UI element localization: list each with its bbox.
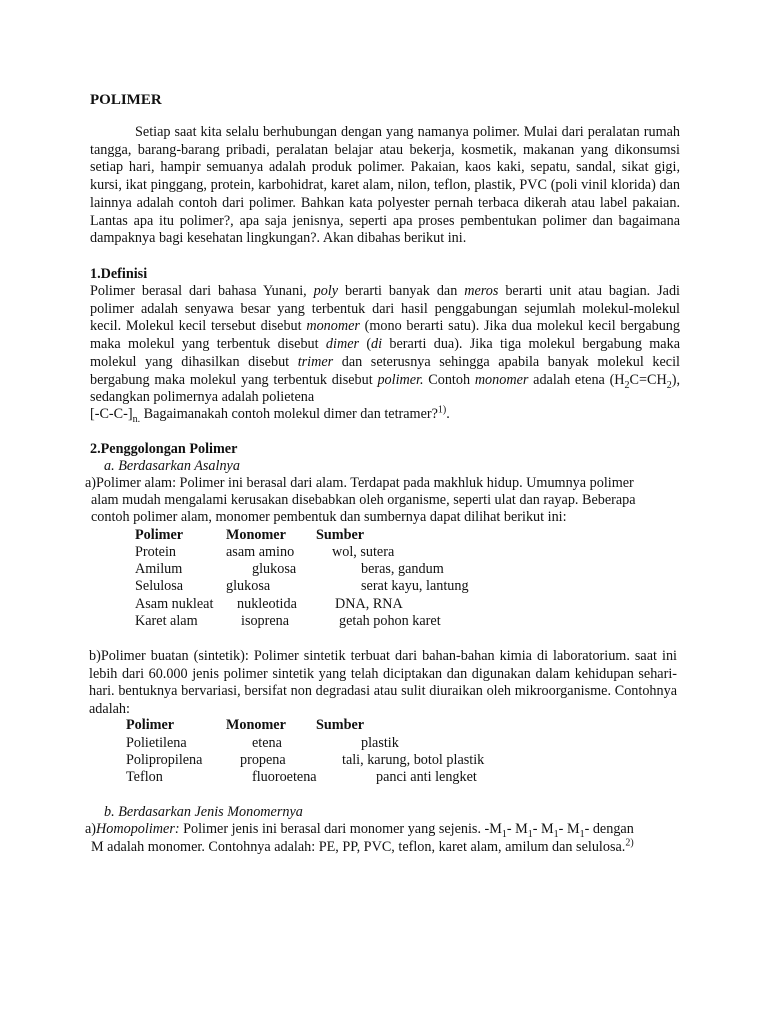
- table-cell: fluoroetena: [252, 769, 317, 785]
- alam-line-2: alam mudah mengalami kerusakan disebabkan oleh organisme, seperti ulat dan rayap. Beberapa: [91, 492, 636, 508]
- polietena-line: $[-C-C-]_{n.}$ Bagaimanakah contoh molekul dimer dan tetramer?$^{1)}$.: [90, 404, 450, 425]
- table-cell: glukosa: [252, 561, 297, 577]
- table-cell: nukleotida: [237, 596, 297, 612]
- subheading-jenis-monomer: b. Berdasarkan Jenis Monomernya: [104, 804, 303, 820]
- table-cell: Karet alam: [135, 613, 198, 629]
- table-cell: serat kayu, lantung: [361, 578, 469, 594]
- table-cell: wol, sutera: [332, 544, 395, 560]
- table-cell: Teflon: [126, 769, 163, 785]
- table-cell: Selulosa: [135, 578, 184, 594]
- page-title: POLIMER: [90, 92, 162, 108]
- homopolimer-line-1: a)Homopolimer: Polimer jenis ini berasal dari monomer yang sejenis. $-M_1-$ $M_1-$ $M_1-$ $M_1-$ dengan: [85, 821, 634, 840]
- table-cell: beras, gandum: [361, 561, 444, 577]
- definisi-text: Polimer berasal dari bahasa Yunani, poly berarti banyak dan meros berarti unit atau bagian. Jadi polimer adalah senyawa besar yang terbentuk dari hasil penggabungan sejumlah molekul-molekul kecil. Molekul kecil tersebut disebut monomer (mono berarti satu). Jika dua molekul kecil bergabung maka molekul yang terbentuk disebut dimer (di berarti dua). Jika tiga molekul bergabung maka molekul yang dihasilkan disebut trimer dan seterusnya sehingga apabila banyak molekul kecil bergabung maka molekul yang terbentuk disebut polimer. Contoh monomer adalah etena $(H_2C=CH_2)$, sedangkan polimernya adalah polietena: [90, 283, 681, 406]
- table-cell: panci anti lengket: [376, 769, 477, 785]
- definisi-heading: 1.Definisi: [90, 266, 148, 282]
- table-header: Monomer: [226, 527, 286, 543]
- intro-text: Setiap saat kita selalu berhubungan dengan yang namanya polimer. Mulai dari peralatan rumah tangga, barang-barang pribadi, peralatan belajar atau bekerja, kosmetik, makanan yang dikonsumsi setiap hari, hampir semuanya adalah produk polimer. Pakaian, kaos kaki, sepatu, sandal, sikat gigi, kursi, ikat pinggang, protein, karbohidrat, karet alam, nilon, teflon, plastik, PVC (poli vinil klorida) dan lainnya adalah contoh dari polimer. Bahkan kata polyester pernah terbaca dikerah atau label pakaian. Lantas apa itu polimer?, apa saja jenisnya, seperti apa proses pembentukan polimer dan bagaimana dampaknya bagi kesehatan lingkungan?. Akan dibahas berikut ini.: [90, 124, 680, 247]
- table-header: Sumber: [316, 717, 365, 733]
- table-header: Polimer: [135, 527, 184, 543]
- subheading-asal: a. Berdasarkan Asalnya: [104, 458, 240, 474]
- table-cell: getah pohon karet: [339, 613, 441, 629]
- table-cell: plastik: [361, 735, 399, 751]
- table-cell: glukosa: [226, 578, 271, 594]
- table-header: Polimer: [126, 717, 175, 733]
- buatan-text: b)Polimer buatan (sintetik): Polimer sintetik terbuat dari bahan-bahan kimia di laboratorium. saat ini lebih dari 60.000 jenis polimer sintetik yang telah diciptakan dan digunakan dalam kehidupan sehari-hari. bentuknya bervariasi, bersifat non degradasi atau sulit diuraikan oleh mikroorganisme. Contohnya adalah:: [89, 648, 677, 718]
- table-cell: Protein: [135, 544, 176, 560]
- table-cell: tali, karung, botol plastik: [342, 752, 485, 768]
- table-header: Monomer: [226, 717, 286, 733]
- alam-line-1: a)Polimer alam: Polimer ini berasal dari alam. Terdapat pada makhluk hidup. Umumnya polimer: [85, 475, 634, 491]
- alam-line-3: contoh polimer alam, monomer pembentuk dan sumbernya dapat dilihat berikut ini:: [91, 509, 567, 525]
- definisi-paragraph: [90, 283, 680, 407]
- table-cell: Amilum: [135, 561, 183, 577]
- table-header: Sumber: [316, 527, 365, 543]
- table-cell: DNA, RNA: [335, 596, 403, 612]
- table-cell: Asam nukleat: [135, 596, 214, 612]
- table-cell: etena: [252, 735, 282, 751]
- homopolimer-line-2: M adalah monomer. Contohnya adalah: PE, PP, PVC, teflon, karet alam, amilum dan selulosa.$^{2)}$: [91, 837, 634, 855]
- table-cell: Polipropilena: [126, 752, 203, 768]
- table-cell: Polietilena: [126, 735, 187, 751]
- penggolongan-heading: 2.Penggolongan Polimer: [90, 441, 238, 457]
- table-cell: isoprena: [241, 613, 290, 629]
- table-cell: propena: [240, 752, 286, 768]
- buatan-paragraph: [89, 648, 677, 719]
- table-cell: asam amino: [226, 544, 295, 560]
- intro-paragraph: [90, 124, 680, 248]
